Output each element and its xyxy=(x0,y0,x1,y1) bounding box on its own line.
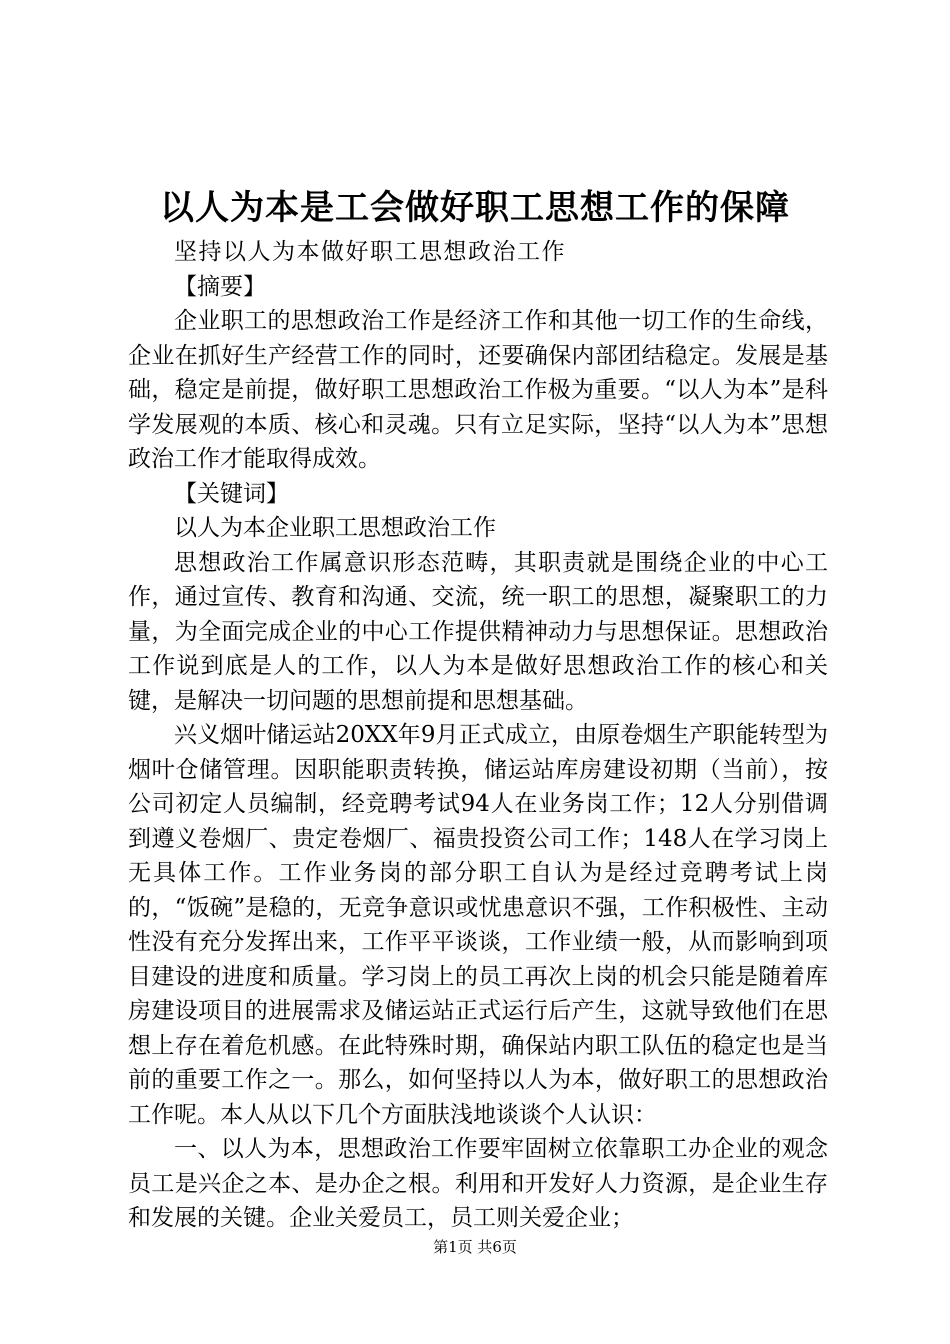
keywords-paragraph: 以人为本企业职工思想政治工作 xyxy=(174,515,496,541)
body-paragraph: 思想政治工作属意识形态范畴，其职责就是围绕企业的中心工作，通过宣传、教育和沟通、交流，统一职工的思想，凝聚职工的力量，为全面完成企业的中心工作提供精神动力与思想保证。思想政治工作说到底是人的工作，以人为本是做好思想政治工作的核心和关键，是解决一切问题的思想前提和思想基础。 xyxy=(128,549,828,714)
document-body xyxy=(128,235,828,1236)
keywords-heading: 【关键词】 xyxy=(174,480,289,507)
subtitle-paragraph: 坚持以人为本做好职工思想政治工作 xyxy=(174,239,566,265)
abstract-paragraph: 企业职工的思想政治工作是经济工作和其他一切工作的生命线，企业在抓好生产经营工作的同时，还要确保内部团结稳定。发展是基础，稳定是前提，做好职工思想政治工作极为重要。“以人为本”是科学发展观的本质、核心和灵魂。只有立足实际，坚持“以人为本”思想政治工作才能取得成效。 xyxy=(128,308,828,472)
body-paragraph: 兴义烟叶储运站20XX年9月正式成立，由原卷烟生产职能转型为烟叶仓储管理。因职能职责转换，储运站库房建设初期（当前），按公司初定人员编制，经竞聘考试94人在业务岗工作；12人分别借调到遵义卷烟厂、贵定卷烟厂、福贵投资公司工作；148人在学习岗上无具体工作。工作业务岗的部分职工自认为是经过竞聘考试上岗的，“饭碗”是稳的，无竞争意识或忧患意识不强，工作积极性、主动性没有充分发挥出来，工作平平谈谈，工作业绩一般，从而影响到项目建设的进度和质量。学习岗上的员工再次上岗的机会只能是随着库房建设项目的进展需求及储运站正式运行后产生，这就导致他们在思想上存在着危机感。在此特殊时期，确保站内职工队伍的稳定也是当前的重要工作之一。那么，如何坚持以人为本，做好职工的思想政治工作呢。本人从以下几个方面肤浅地谈谈个人认识： xyxy=(128,722,828,1128)
page-footer: 第1页 共6页 xyxy=(433,1238,517,1256)
document-title: 以人为本是工会做好职工思想工作的保障 xyxy=(160,188,790,228)
abstract-heading: 【摘要】 xyxy=(174,273,266,300)
body-paragraph: 一、以人为本，思想政治工作要牢固树立依靠职工办企业的观念员工是兴企之本、是办企之根。利用和开发好人力资源，是企业生存和发展的关键。企业关爱员工，员工则关爱企业； xyxy=(128,1136,828,1231)
